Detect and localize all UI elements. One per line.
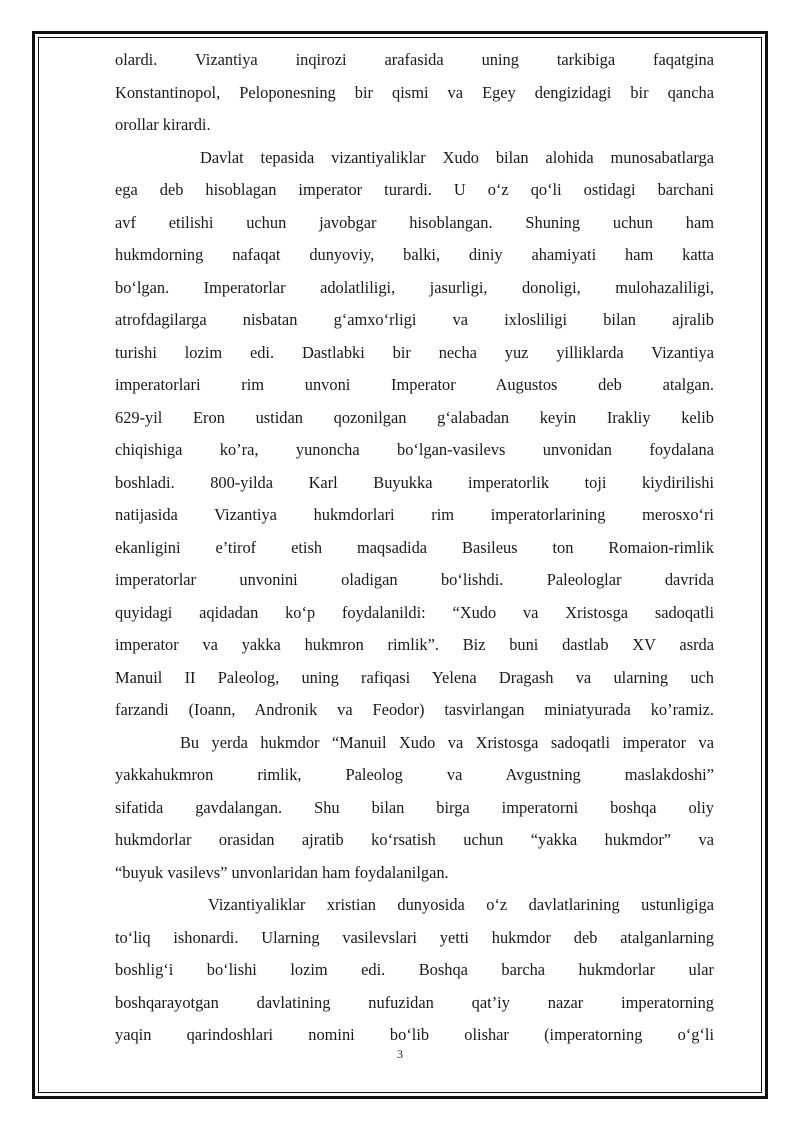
paragraph-first-line: Vizantiyaliklar xristian dunyosida o‘z davlatlarining ustunligiga — [208, 895, 714, 914]
text-line: boshlig‘i bo‘lishi lozim edi. Boshqa barcha hukmdorlar ular — [115, 960, 714, 979]
text-line: turishi lozim edi. Dastlabki bir necha yuz yilliklarda Vizantiya — [115, 342, 714, 362]
text-line: boshqarayotgan davlatining nufuzidan qat’iy nazar imperatorning — [115, 992, 714, 1012]
text-line: avf etilishi uchun javobgar hisoblangan. Shuning uchun ham — [115, 212, 714, 232]
text-line: imperatorlar unvonini oladigan bo‘lishdi. Paleologlar davrida — [115, 570, 714, 589]
text-line: boshladi. 800-yilda Karl Buyukka imperatorlik toji kiydirilishi — [115, 472, 714, 492]
text-line: chiqishiga ko’ra, yunoncha bo‘lgan-vasilevs unvonidan foydalana — [115, 440, 714, 459]
body-text — [115, 44, 714, 1052]
text-line: bo‘lgan. Imperatorlar adolatliligi, jasurligi, donoligi, mulohazaliligi, — [115, 277, 714, 297]
text-line: quyidagi aqidadan ko‘p foydalanildi: “Xudo va Xristosga sadoqatli — [115, 602, 714, 622]
text-line: “buyuk vasilevs” unvonlaridan ham foydalanilgan. — [115, 862, 449, 882]
text-line: Manuil II Paleolog, uning rafiqasi Yelena Dragash va ularning uch — [115, 667, 714, 687]
page-number: 3 — [397, 1047, 403, 1061]
text-line: hukmdorning nafaqat dunyoviy, balki, diniy ahamiyati ham katta — [115, 245, 714, 264]
text-line: ega deb hisoblagan imperator turardi. U o‘z qo‘li ostidagi barchani — [115, 180, 714, 199]
text-line: hukmdorlar orasidan ajratib ko‘rsatish uchun “yakka hukmdor” va — [115, 830, 714, 849]
text-line: yaqin qarindoshlari nomini bo‘lib olishar (imperatorning o‘g‘li — [115, 1025, 714, 1044]
text-line: atrofdagilarga nisbatan g‘amxo‘rligi va ixlosliligi bilan ajralib — [115, 310, 714, 329]
paragraph-first-line: Bu yerda hukmdor “Manuil Xudo va Xristosga sadoqatli imperator va — [180, 732, 714, 752]
text-line: ekanligini e’tirof etish maqsadida Basileus ton Romaion-rimlik — [115, 537, 714, 557]
text-line: farzandi (Ioann, Andronik va Feodor) tasvirlangan miniatyurada ko’ramiz. — [115, 700, 714, 719]
text-line: imperator va yakka hukmron rimlik”. Biz buni dastlab XV asrda — [115, 635, 714, 654]
text-line: yakkahukmron rimlik, Paleolog va Avgustning maslakdoshi” — [115, 765, 714, 784]
text-line: to‘liq ishonardi. Ularning vasilevslari yetti hukmdor deb atalganlarning — [115, 927, 714, 947]
text-line: sifatida gavdalangan. Shu bilan birga imperatorni boshqa oliy — [115, 797, 714, 817]
text-line: olardi. Vizantiya inqirozi arafasida uning tarkibiga faqatgina — [115, 50, 714, 69]
text-line: natijasida Vizantiya hukmdorlari rim imperatorlarining merosxo‘ri — [115, 505, 714, 524]
text-line: imperatorlari rim unvoni Imperator Augustos deb atalgan. — [115, 375, 714, 394]
text-line: orollar kirardi. — [115, 115, 211, 134]
paragraph-first-line: Davlat tepasida vizantiyaliklar Xudo bilan alohida munosabatlarga — [200, 147, 714, 167]
text-line: Konstantinopol, Peloponesning bir qismi va Egey dengizidagi bir qancha — [115, 82, 714, 102]
text-line: 629-yil Eron ustidan qozonilgan g‘alabadan keyin Irakliy kelib — [115, 407, 714, 427]
